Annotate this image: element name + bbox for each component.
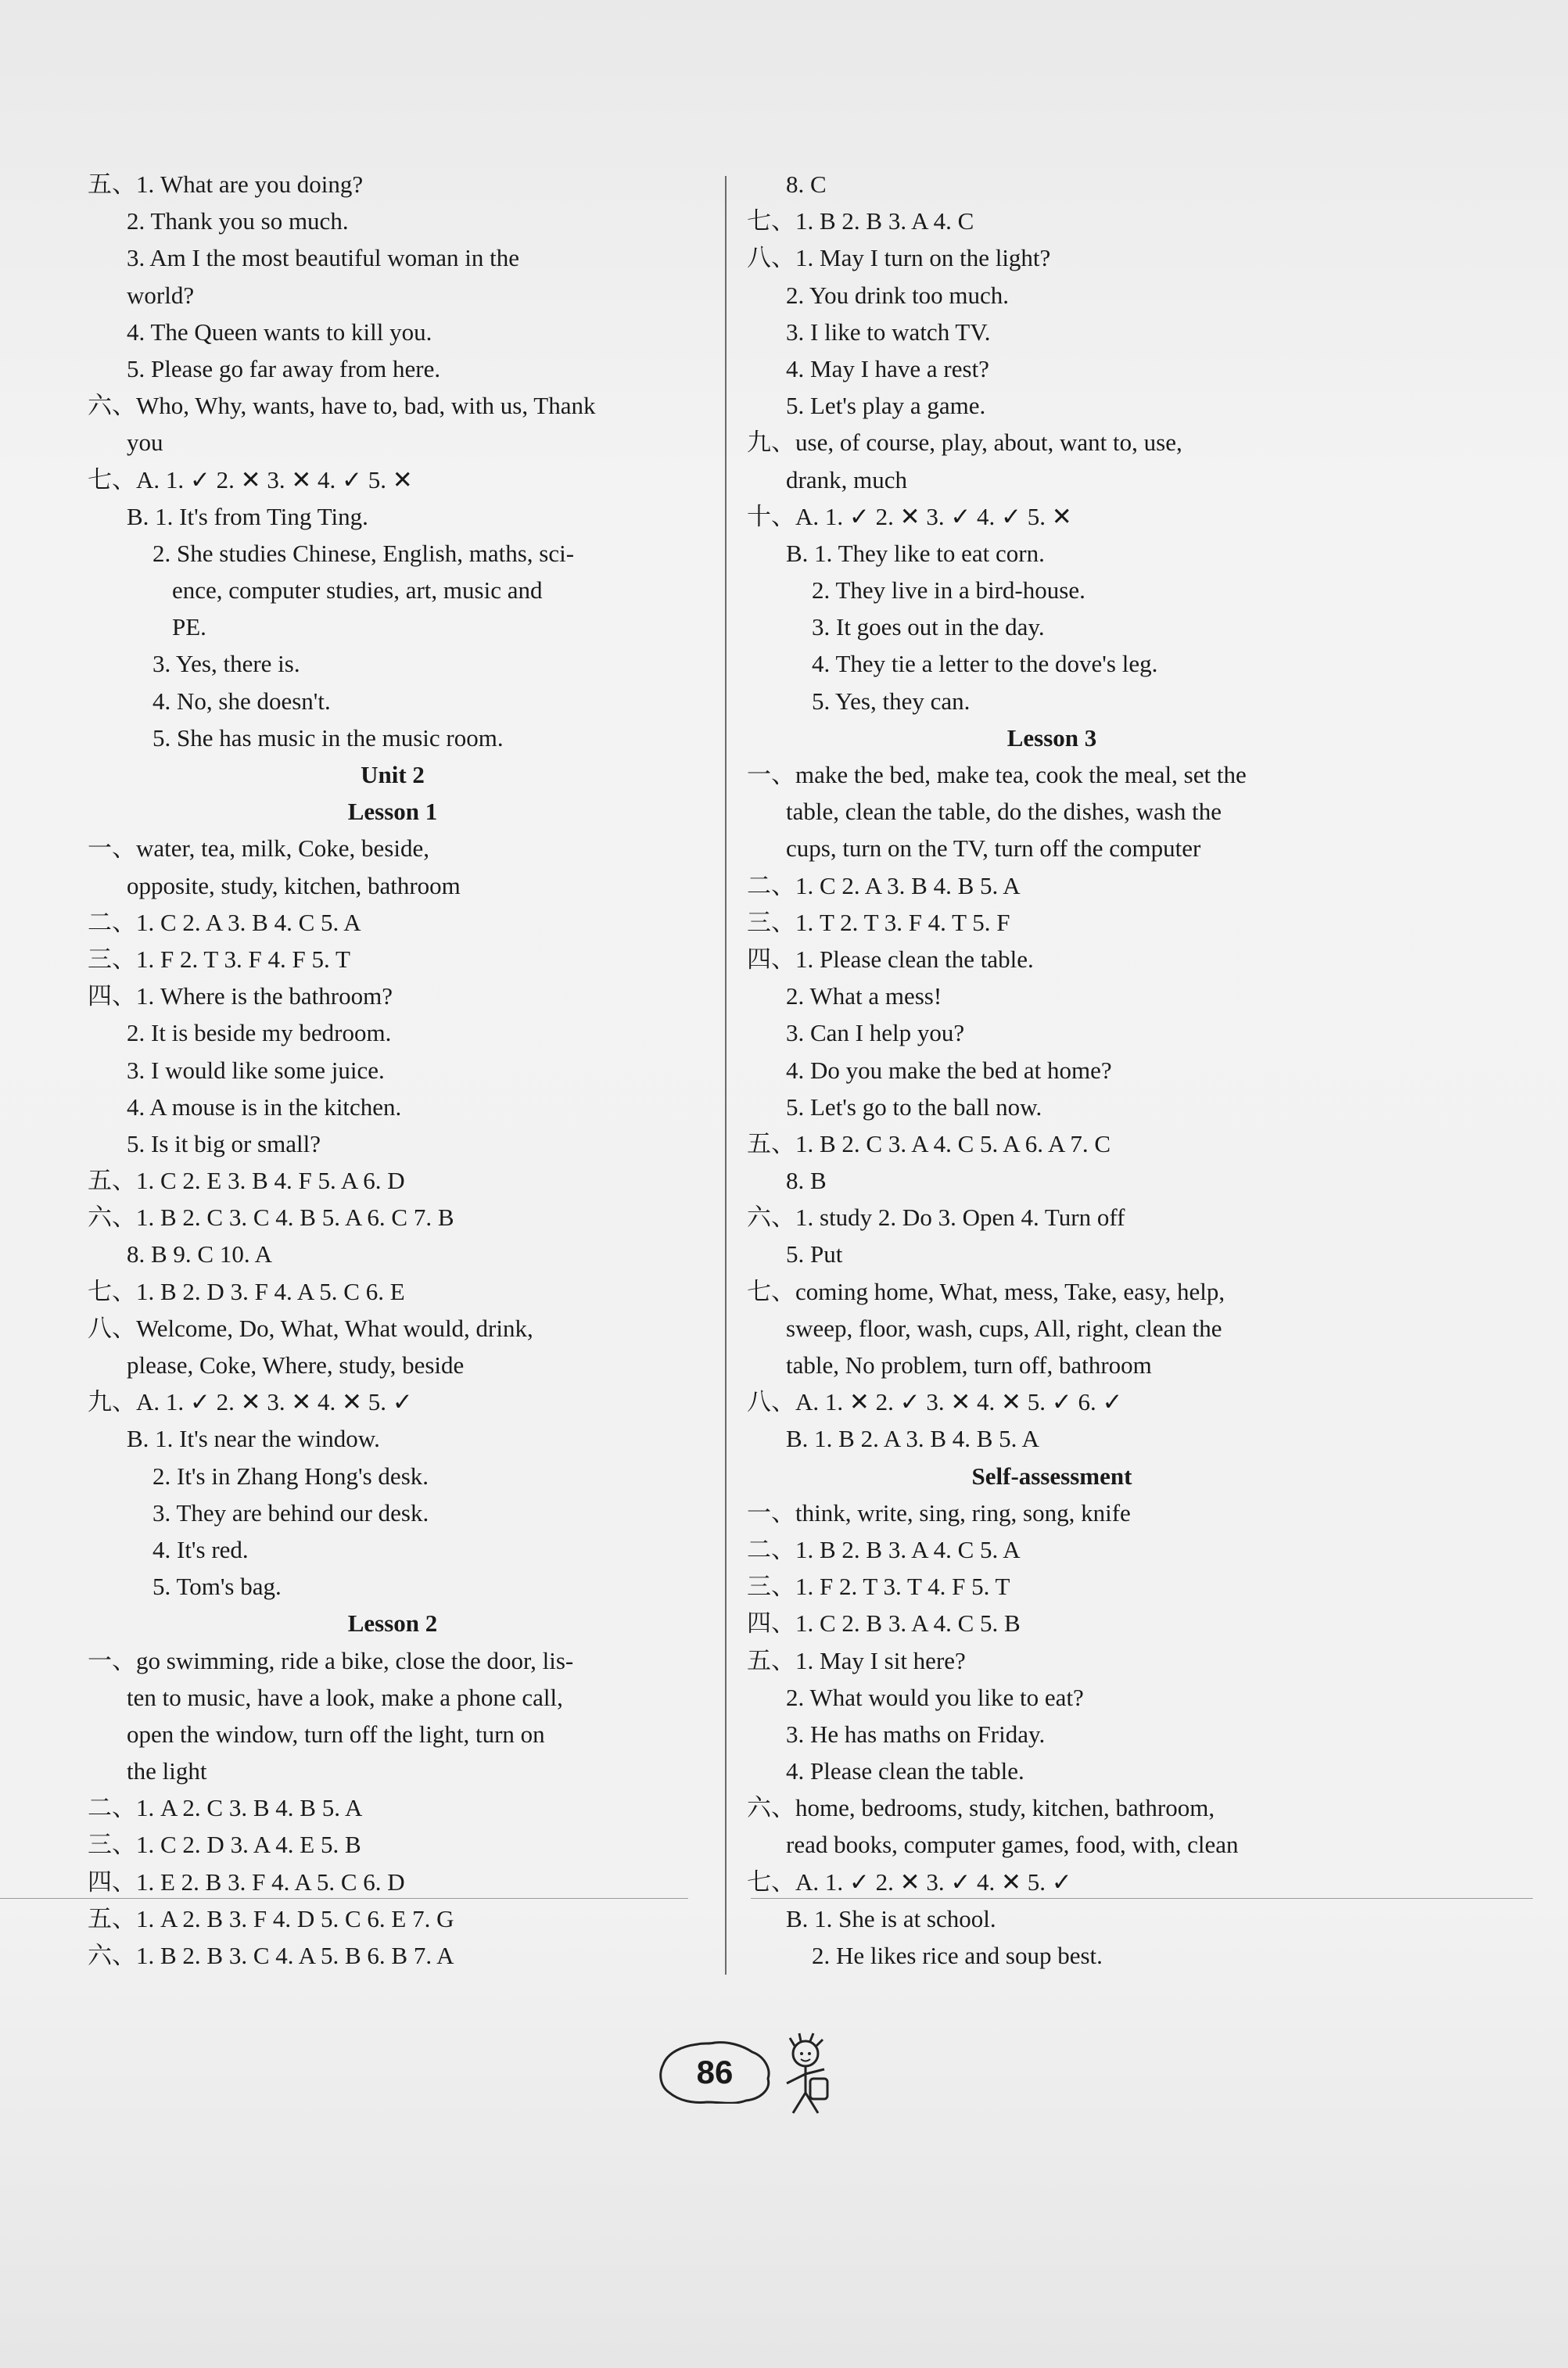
- answer-line: B. 1. It's from Ting Ting.: [127, 502, 368, 530]
- answer-line: 2. Thank you so much.: [127, 207, 349, 235]
- answer-line: 五、1. C 2. E 3. B 4. F 5. A 6. D: [88, 1167, 405, 1195]
- answer-line: 5. Put: [786, 1240, 843, 1268]
- answer-line: 五、1. A 2. B 3. F 4. D 5. C 6. E 7. G: [88, 1904, 454, 1932]
- answer-line: 九、use, of course, play, about, want to, use,: [747, 429, 1182, 457]
- answer-line: 5. Is it big or small?: [127, 1129, 321, 1157]
- section-heading: Self-assessment: [971, 1462, 1132, 1490]
- page-number-block: [657, 2032, 813, 2118]
- answer-column-right: [747, 166, 1357, 1974]
- answer-line: 2. What would you like to eat?: [786, 1683, 1084, 1711]
- answer-line: 2. You drink too much.: [786, 281, 1010, 309]
- answer-line: 4. Please clean the table.: [786, 1757, 1024, 1785]
- answer-line: 七、coming home, What, mess, Take, easy, help,: [747, 1277, 1225, 1305]
- answer-line: 8. B 9. C 10. A: [127, 1240, 273, 1268]
- answer-line: 3. Yes, there is.: [152, 650, 300, 678]
- answer-line: 5. Tom's bag.: [152, 1573, 282, 1601]
- answer-line: 一、go swimming, ride a bike, close the door, lis-: [88, 1646, 574, 1674]
- answer-line: 8. B: [786, 1167, 827, 1195]
- answer-line: 一、water, tea, milk, Coke, beside,: [88, 834, 429, 863]
- answer-line: 4. The Queen wants to kill you.: [127, 318, 432, 346]
- answer-line: 2. She studies Chinese, English, maths, sci-: [152, 539, 575, 567]
- answer-line: the light: [127, 1757, 207, 1785]
- answer-line: 3. They are behind our desk.: [152, 1498, 429, 1527]
- answer-line: 四、1. Where is the bathroom?: [88, 982, 393, 1010]
- answer-line: cups, turn on the TV, turn off the computer: [786, 834, 1201, 863]
- answer-line: sweep, floor, wash, cups, All, right, clean the: [786, 1314, 1222, 1342]
- answer-line: 2. It is beside my bedroom.: [127, 1019, 392, 1047]
- answer-line: 六、1. B 2. B 3. C 4. A 5. B 6. B 7. A: [88, 1942, 454, 1969]
- cartoon-child-icon: [766, 2032, 845, 2118]
- answer-line: 3. Can I help you?: [786, 1019, 965, 1047]
- answer-line: 2. What a mess!: [786, 982, 942, 1010]
- answer-line: 五、1. What are you doing?: [88, 170, 364, 198]
- answer-line: 八、A. 1. ✕ 2. ✓ 3. ✕ 4. ✕ 5. ✓ 6. ✓: [747, 1388, 1123, 1416]
- answer-line: B. 1. They like to eat corn.: [786, 539, 1045, 567]
- answer-line: 八、Welcome, Do, What, What would, drink,: [88, 1314, 533, 1342]
- answer-line: 5. Please go far away from here.: [127, 354, 441, 382]
- answer-line: 八、1. May I turn on the light?: [747, 244, 1051, 272]
- answer-line: 4. May I have a rest?: [786, 354, 989, 382]
- answer-line: 七、1. B 2. D 3. F 4. A 5. C 6. E: [88, 1277, 405, 1305]
- answer-line: B. 1. B 2. A 3. B 4. B 5. A: [786, 1425, 1039, 1453]
- answer-line: 五、1. B 2. C 3. A 4. C 5. A 6. A 7. C: [747, 1129, 1111, 1157]
- answer-line: 五、1. May I sit here?: [747, 1646, 966, 1674]
- answer-line: 六、1. study 2. Do 3. Open 4. Turn off: [747, 1204, 1125, 1232]
- answer-line: 六、Who, Why, wants, have to, bad, with us, Thank: [88, 392, 596, 420]
- answer-line: read books, computer games, food, with, clean: [786, 1831, 1239, 1859]
- answer-line: 四、1. C 2. B 3. A 4. C 5. B: [747, 1609, 1021, 1638]
- answer-line: 3. He has maths on Friday.: [786, 1720, 1046, 1748]
- answer-line: 三、1. F 2. T 3. T 4. F 5. T: [747, 1573, 1010, 1601]
- bottom-rule-left: [0, 1898, 688, 1899]
- answer-line: PE.: [172, 613, 206, 641]
- answer-line: 三、1. F 2. T 3. F 4. F 5. T: [88, 945, 350, 973]
- answer-line: 2. They live in a bird-house.: [812, 576, 1085, 605]
- answer-line: 5. She has music in the music room.: [152, 723, 504, 752]
- answer-line: 七、1. B 2. B 3. A 4. C: [747, 207, 974, 235]
- answer-line: 2. He likes rice and soup best.: [812, 1942, 1103, 1969]
- answer-line: 三、1. T 2. T 3. F 4. T 5. F: [747, 908, 1010, 936]
- answer-line: 4. It's red.: [152, 1535, 249, 1563]
- answer-line: 六、1. B 2. C 3. C 4. B 5. A 6. C 7. B: [88, 1204, 454, 1232]
- answer-line: 二、1. C 2. A 3. B 4. C 5. A: [88, 908, 361, 936]
- answer-line: 3. I would like some juice.: [127, 1056, 385, 1084]
- answer-line: ten to music, have a look, make a phone call,: [127, 1683, 563, 1711]
- answer-line: 一、think, write, sing, ring, song, knife: [747, 1498, 1131, 1527]
- answer-line: 5. Let's go to the ball now.: [786, 1093, 1042, 1121]
- answer-line: ence, computer studies, art, music and: [172, 576, 543, 605]
- section-heading: Lesson 2: [347, 1609, 438, 1638]
- answer-line: 5. Let's play a game.: [786, 392, 986, 420]
- answer-line: 二、1. A 2. C 3. B 4. B 5. A: [88, 1794, 363, 1822]
- answer-line: 七、A. 1. ✓ 2. ✕ 3. ✕ 4. ✓ 5. ✕: [88, 465, 413, 493]
- answer-line: B. 1. It's near the window.: [127, 1425, 380, 1453]
- answer-line: 4. Do you make the bed at home?: [786, 1056, 1112, 1084]
- answer-line: 5. Yes, they can.: [812, 687, 971, 715]
- answer-line: 二、1. B 2. B 3. A 4. C 5. A: [747, 1535, 1021, 1563]
- answer-line: 4. No, she doesn't.: [152, 687, 331, 715]
- answer-line: 三、1. C 2. D 3. A 4. E 5. B: [88, 1831, 361, 1859]
- answer-line: 3. It goes out in the day.: [812, 613, 1045, 641]
- answer-line: table, No problem, turn off, bathroom: [786, 1351, 1152, 1379]
- answer-line: 十、A. 1. ✓ 2. ✕ 3. ✓ 4. ✓ 5. ✕: [747, 502, 1072, 530]
- answer-line: you: [127, 429, 163, 457]
- answer-line: 二、1. C 2. A 3. B 4. B 5. A: [747, 871, 1021, 899]
- answer-line: B. 1. She is at school.: [786, 1904, 996, 1932]
- answer-line: 一、make the bed, make tea, cook the meal, set the: [747, 761, 1247, 788]
- answer-line: 3. I like to watch TV.: [786, 318, 991, 346]
- bottom-rule-right: [751, 1898, 1533, 1899]
- answer-line: please, Coke, Where, study, beside: [127, 1351, 465, 1379]
- section-heading: Lesson 1: [347, 798, 438, 826]
- answer-line: 七、A. 1. ✓ 2. ✕ 3. ✓ 4. ✕ 5. ✓: [747, 1867, 1072, 1896]
- answer-line: table, clean the table, do the dishes, wash the: [786, 798, 1222, 826]
- column-divider: [725, 176, 727, 1975]
- answer-line: 六、home, bedrooms, study, kitchen, bathroom,: [747, 1794, 1215, 1822]
- answer-line: 3. Am I the most beautiful woman in the: [127, 244, 519, 272]
- answer-line: open the window, turn off the light, turn on: [127, 1720, 545, 1748]
- answer-line: 2. It's in Zhang Hong's desk.: [152, 1462, 429, 1490]
- answer-line: 8. C: [786, 170, 827, 198]
- answer-line: drank, much: [786, 465, 907, 493]
- answer-line: 4. A mouse is in the kitchen.: [127, 1093, 402, 1121]
- answer-line: opposite, study, kitchen, bathroom: [127, 871, 461, 899]
- section-heading: Unit 2: [361, 761, 425, 788]
- answer-line: 4. They tie a letter to the dove's leg.: [812, 650, 1158, 678]
- answer-line: 九、A. 1. ✓ 2. ✕ 3. ✕ 4. ✕ 5. ✓: [88, 1388, 413, 1416]
- page-number: 86: [696, 2054, 734, 2090]
- section-heading: Lesson 3: [1006, 723, 1097, 752]
- answer-line: 四、1. E 2. B 3. F 4. A 5. C 6. D: [88, 1867, 405, 1896]
- answer-column-left: [88, 166, 698, 1974]
- answer-line: world?: [127, 281, 195, 309]
- answer-line: 四、1. Please clean the table.: [747, 945, 1034, 973]
